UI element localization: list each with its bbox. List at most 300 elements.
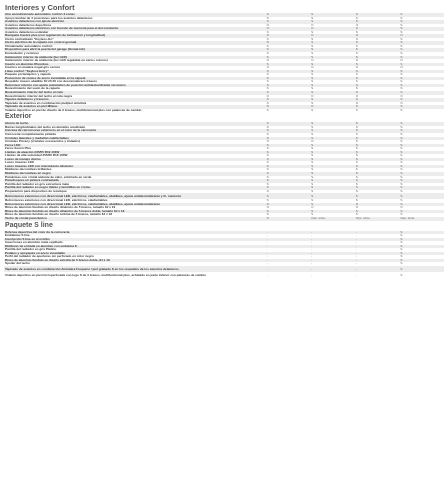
row-value-col1: S	[266, 151, 311, 155]
row-label: Defensa deportiva del color de la carrocería	[4, 231, 266, 235]
row-value-col1: S	[266, 13, 311, 17]
row-value-col4: S	[399, 238, 444, 242]
row-value-col2: S	[310, 133, 355, 137]
row-value-col3: -	[355, 272, 400, 278]
row-value-col3: S	[355, 84, 400, 88]
row-value-col2: S	[310, 38, 355, 42]
row-value-col1: -	[266, 245, 311, 249]
row-value-col2: S	[310, 186, 355, 190]
row-value-col4: Opc. s/cto.	[399, 217, 444, 221]
row-label: Retrovisor interior con ajuste automático de posición antideslumbrante sin marco	[4, 84, 266, 88]
row-value-col1: O	[266, 41, 311, 45]
row-value-col1: S	[266, 154, 311, 158]
row-value-col1: S	[266, 137, 311, 141]
row-value-col3: O	[355, 34, 400, 38]
row-value-col2: S	[310, 56, 355, 60]
row-value-col4: S	[399, 262, 444, 266]
row-value-col2: S	[310, 179, 355, 183]
row-value-col3: S	[355, 73, 400, 77]
row-value-col1: O	[266, 34, 311, 38]
row-value-col1: S	[266, 165, 311, 169]
row-label: Tapizado de asientos en combinación Alcántara Frequenz / piel grabado S en los respaldos de los asientos delanteros	[4, 266, 266, 272]
row-label: Carrocería completamente pintada	[4, 133, 266, 137]
row-value-col2: -	[310, 272, 355, 278]
row-value-col1: -	[266, 252, 311, 256]
row-value-col3: S	[355, 179, 400, 183]
row-value-col1: -	[266, 231, 311, 235]
row-value-col1: S	[266, 20, 311, 24]
row-value-col2: S	[310, 52, 355, 56]
row-value-col1: -	[266, 234, 311, 238]
row-value-col4: S	[399, 140, 444, 144]
row-label: Rines de aluminio fundido en diseño turbina de 5 brazos, tamaño 8J x 18	[4, 213, 266, 217]
row-value-col3: S	[355, 172, 400, 176]
row-label: Climatizador automático confort	[4, 45, 266, 49]
row-label: Revestimiento del suelo de la cajuela	[4, 87, 266, 91]
row-value-col3: S	[355, 109, 400, 113]
table-row	[4, 272, 444, 278]
row-value-col2: S	[310, 151, 355, 155]
row-value-col2: -	[310, 259, 355, 263]
row-value-col4: S	[399, 203, 444, 207]
row-value-col1: S	[266, 172, 311, 176]
row-value-col3: S	[355, 56, 400, 60]
row-value-col4: S	[399, 190, 444, 194]
row-value-col4: S	[399, 151, 444, 155]
row-value-col1: O	[266, 206, 311, 210]
row-label: Asientos delanteros estándar	[4, 31, 266, 35]
row-value-col2: S	[310, 193, 355, 199]
row-value-col3: -	[355, 234, 400, 238]
row-value-col4: S	[399, 234, 444, 238]
row-value-col1: S	[266, 193, 311, 199]
row-value-col3: S	[355, 20, 400, 24]
row-value-col4: O	[399, 95, 444, 99]
row-value-col4: S	[399, 87, 444, 91]
row-value-col1: S	[266, 213, 311, 217]
row-label: Faros LED	[4, 144, 266, 148]
row-value-col3: S	[355, 122, 400, 126]
row-value-col4: S	[399, 158, 444, 162]
row-value-col3: S	[355, 98, 400, 102]
row-label: Encendedor y cenicero	[4, 52, 266, 56]
row-value-col2: -	[310, 238, 355, 242]
row-value-col1: S	[266, 56, 311, 60]
row-value-col1: S	[266, 203, 311, 207]
row-value-col1: O	[266, 24, 311, 28]
row-value-col2: S	[310, 165, 355, 169]
row-label: Insertos en madera nogal gris oscuro	[4, 66, 266, 70]
row-label: Protección de cantos de acero inoxidable en la cajuela	[4, 77, 266, 81]
row-value-col1: S	[266, 186, 311, 190]
row-value-col4: S	[399, 38, 444, 42]
row-label: Iluminación interior de ambiente (luz LED)	[4, 56, 266, 60]
row-value-col2: -	[310, 245, 355, 249]
row-value-col2: S	[310, 183, 355, 187]
row-value-col3: S	[355, 210, 400, 214]
row-value-col1: O	[266, 217, 311, 221]
row-label: Luces traseras LED con intermitente dinámico	[4, 165, 266, 169]
row-label: Parrilla del radiador en gris Platino	[4, 248, 266, 252]
row-value-col3: -	[355, 245, 400, 249]
row-value-col4: S	[399, 259, 444, 263]
row-value-col3: Opc. s/cto.	[355, 217, 400, 221]
row-value-col4: S	[399, 41, 444, 45]
row-value-col4: S	[399, 186, 444, 190]
row-label: Revestimiento interior del techo en tela	[4, 91, 266, 95]
row-value-col2: O	[310, 206, 355, 210]
row-value-col2: S	[310, 109, 355, 113]
row-value-col2: S	[310, 77, 355, 81]
row-value-col4: S	[399, 165, 444, 169]
row-label: Barras longitudinales del techo en aluminio anodizado	[4, 126, 266, 130]
row-label: Cristales Privacy (cristales oscurecidos y tintados)	[4, 140, 266, 144]
row-label: Aire acondicionado automático confort 3 zonas	[4, 13, 266, 17]
row-value-col3: S	[355, 52, 400, 56]
row-value-col2: S	[310, 98, 355, 102]
row-value-col4: S	[399, 20, 444, 24]
row-value-col3: S	[355, 193, 400, 199]
row-value-col4: S	[399, 56, 444, 60]
row-value-col1: S	[266, 80, 311, 84]
row-value-col3: S	[355, 13, 400, 17]
row-value-col1: S	[266, 144, 311, 148]
row-label: Volante deportivo en piel microperforada con logo S de 3 brazos, multifuncional plus, achatado en parte inferior con palancas de cambio	[4, 272, 266, 278]
row-value-col4: S	[399, 126, 444, 130]
row-value-col1: S	[266, 91, 311, 95]
row-value-col1: -	[266, 272, 311, 278]
row-label: Tapizado de asientos en combinación piel/piel sintética	[4, 102, 266, 106]
row-value-col4: S	[399, 183, 444, 187]
row-label: Inscripción S line en el estribo	[4, 238, 266, 242]
row-value-col3: S	[355, 31, 400, 35]
row-value-col3: S	[355, 213, 400, 217]
row-label: Paquete portaobjetos y cajuela	[4, 73, 266, 77]
row-value-col2: O	[310, 59, 355, 63]
row-value-col4: S	[399, 77, 444, 81]
row-value-col1: O	[266, 105, 311, 109]
row-value-col1: S	[266, 129, 311, 133]
row-value-col2: S	[310, 168, 355, 172]
row-value-col2: S	[310, 87, 355, 91]
row-value-col4: S	[399, 52, 444, 56]
row-value-col1: S	[266, 52, 311, 56]
row-label: Retrovisores exteriores con direccional LED, eléctricos, calefactables, abatibles, ajuste antideslumbrante y fn. memoria	[4, 193, 266, 199]
row-value-col3: O	[355, 66, 400, 70]
row-value-col1: S	[266, 109, 311, 113]
row-label: Luces traseras LED	[4, 161, 266, 165]
row-value-col2: S	[310, 17, 355, 21]
row-label: Cristales laterales y medallón calefactables	[4, 137, 266, 141]
row-value-col2: O	[310, 66, 355, 70]
row-label: Retrovisores exteriores con direccional LED, eléctricos, calefactables	[4, 199, 266, 203]
row-value-col3: S	[355, 165, 400, 169]
row-value-col4: S	[399, 213, 444, 217]
row-value-col4: S	[399, 199, 444, 203]
row-value-col4: S	[399, 80, 444, 84]
row-label: Llantas de alta velocidad 255/60 R18 103W	[4, 154, 266, 158]
row-value-col4: S	[399, 70, 444, 74]
row-value-col3: S	[355, 186, 400, 190]
row-value-col1: -	[266, 259, 311, 263]
row-value-col2: S	[310, 63, 355, 67]
row-value-col3: S	[355, 158, 400, 162]
row-value-col4: S	[399, 272, 444, 278]
row-value-col1: S	[266, 210, 311, 214]
row-value-col4: S	[399, 48, 444, 52]
sections-container	[4, 3, 444, 278]
row-label: Tapizado de asientos en piel Milano	[4, 105, 266, 109]
row-label: Inserto en aluminio Rhombus	[4, 63, 266, 67]
row-value-col2: S	[310, 91, 355, 95]
row-value-col4: S	[399, 161, 444, 165]
row-value-col2: O	[310, 24, 355, 28]
row-value-col1: O	[266, 95, 311, 99]
row-label: Volante deportivo en piel de diseño de 3 brazos, multifuncional plus con palancas de cambio	[4, 109, 266, 113]
row-value-col3: O	[355, 59, 400, 63]
row-label: Pedales y apoyapiés en acero inoxidable	[4, 252, 266, 256]
row-value-col2: S	[310, 172, 355, 176]
row-value-col1: O	[266, 27, 311, 31]
row-value-col3: O	[355, 206, 400, 210]
row-value-col1: S	[266, 199, 311, 203]
row-value-col3: S	[355, 144, 400, 148]
row-value-col4: S	[399, 176, 444, 180]
row-value-col4: S	[399, 193, 444, 199]
row-value-col3: S	[355, 41, 400, 45]
row-value-col2: S	[310, 73, 355, 77]
row-value-col2: -	[310, 255, 355, 259]
row-value-col4: S	[399, 241, 444, 245]
row-value-col1: S	[266, 102, 311, 106]
row-value-col1: -	[266, 238, 311, 242]
row-value-col3: S	[355, 70, 400, 74]
row-label: Apoyo lumbar de 4 posiciones para los asientos delanteros	[4, 17, 266, 21]
row-value-col1: S	[266, 176, 311, 180]
row-value-col3: S	[355, 63, 400, 67]
row-value-col4: S	[399, 31, 444, 35]
row-value-col3: S	[355, 154, 400, 158]
row-value-col2: S	[310, 70, 355, 74]
row-value-col1: S	[266, 98, 311, 102]
row-value-col1: S	[266, 17, 311, 21]
row-label: Inserciones en aluminio mate cepillado	[4, 241, 266, 245]
row-value-col3: S	[355, 151, 400, 155]
row-value-col3: S	[355, 77, 400, 81]
row-label: Preparación para dispositivo de remolque	[4, 190, 266, 194]
row-value-col3: S	[355, 80, 400, 84]
row-label: Molduras decorativas en negro	[4, 172, 266, 176]
row-value-col1: O	[266, 59, 311, 63]
row-label: Carcasa de retrovisores exteriores en el color de la carrocería	[4, 129, 266, 133]
row-value-col1: S	[266, 48, 311, 52]
row-label: Llantas de aleación 235/55 R19 101W	[4, 151, 266, 155]
row-value-col4: O	[399, 34, 444, 38]
spec-table	[4, 231, 444, 278]
row-value-col1: S	[266, 73, 311, 77]
row-value-col3: S	[355, 38, 400, 42]
row-value-col1: S	[266, 31, 311, 35]
row-value-col3: O	[355, 24, 400, 28]
row-value-col3: -	[355, 248, 400, 252]
row-value-col2: S	[310, 41, 355, 45]
row-value-col3: -	[355, 266, 400, 272]
row-label: Respaldo trasero abatible 40:20:40 con descansabrazo trasero	[4, 80, 266, 84]
row-value-col2: -	[310, 252, 355, 256]
row-value-col3: S	[355, 129, 400, 133]
row-label: Luces de manejo diurno	[4, 158, 266, 162]
row-value-col2: -	[310, 234, 355, 238]
row-value-col4: S	[399, 137, 444, 141]
row-value-col2: S	[310, 199, 355, 203]
row-value-col4: S	[399, 248, 444, 252]
row-value-col2: S	[310, 203, 355, 207]
row-label: Molduras decorativas brillantes	[4, 168, 266, 172]
row-value-col3: S	[355, 137, 400, 141]
row-value-col1: S	[266, 77, 311, 81]
row-value-col2: S	[310, 129, 355, 133]
row-label: Perfil del radiador de aperturas sin perforado en color negro	[4, 255, 266, 259]
row-value-col3: S	[355, 190, 400, 194]
row-value-col2: S	[310, 137, 355, 141]
row-value-col2: S	[310, 161, 355, 165]
row-value-col1: S	[266, 133, 311, 137]
spec-table	[4, 13, 444, 112]
row-value-col4: S	[399, 252, 444, 256]
row-value-col4: S	[399, 17, 444, 21]
row-value-col2: -	[310, 262, 355, 266]
row-value-col1: S	[266, 63, 311, 67]
row-label: Techo de cristal panorámico	[4, 217, 266, 221]
row-value-col3: S	[355, 203, 400, 207]
row-value-col4: S	[399, 24, 444, 28]
row-value-col2: S	[310, 31, 355, 35]
row-label: Banqueta trasera plus (con regulación de inclinación y longitudinal)	[4, 34, 266, 38]
row-value-col3: -	[355, 262, 400, 266]
row-value-col4: S	[399, 172, 444, 176]
row-value-col1: S	[266, 70, 311, 74]
row-value-col3: O	[355, 95, 400, 99]
row-value-col1: S	[266, 158, 311, 162]
row-value-col4: S	[399, 73, 444, 77]
row-value-col4: S	[399, 91, 444, 95]
row-value-col3: S	[355, 87, 400, 91]
row-value-col1: S	[266, 126, 311, 130]
row-label: Revestimiento interior del techo en tela negra	[4, 95, 266, 99]
row-value-col3: S	[355, 45, 400, 49]
row-value-col4: S	[399, 13, 444, 17]
row-value-col2: S	[310, 144, 355, 148]
row-value-col3: -	[355, 238, 400, 242]
row-value-col2: S	[310, 13, 355, 17]
row-label: Asientos delanteros deportivos	[4, 24, 266, 28]
row-value-col3: S	[355, 199, 400, 203]
row-value-col1: -	[266, 248, 311, 252]
row-value-col2: O	[310, 140, 355, 144]
row-value-col3: -	[355, 231, 400, 235]
row-label: Parrilla del radiador en gris estructura mate	[4, 183, 266, 187]
row-label: Llave confort "Keyless Entry"	[4, 70, 266, 74]
spec-table	[4, 122, 444, 220]
row-value-col2: -	[310, 231, 355, 235]
row-value-col2: S	[310, 20, 355, 24]
row-value-col4: S	[399, 210, 444, 214]
row-value-col4: O	[399, 66, 444, 70]
row-value-col4: O	[399, 59, 444, 63]
row-value-col4: S	[399, 266, 444, 272]
row-value-col1: S	[266, 45, 311, 49]
row-value-col4: S	[399, 27, 444, 31]
row-value-col1: S	[266, 38, 311, 42]
row-value-col2: S	[310, 126, 355, 130]
row-value-col2: S	[310, 80, 355, 84]
row-value-col4: O	[399, 206, 444, 210]
row-value-col3: O	[355, 102, 400, 106]
row-value-col2: S	[310, 45, 355, 49]
row-value-col4: S	[399, 179, 444, 183]
row-value-col2: S	[310, 176, 355, 180]
row-value-col4: S	[399, 168, 444, 172]
row-value-col3: S	[355, 176, 400, 180]
row-value-col1: S	[266, 87, 311, 91]
row-value-col1: S	[266, 122, 311, 126]
row-value-col3: -	[355, 255, 400, 259]
row-label: Cierre centralizado "Keyless-Go"	[4, 38, 266, 42]
row-value-col1: S	[266, 179, 311, 183]
row-value-col3: S	[355, 105, 400, 109]
row-value-col4: S	[399, 144, 444, 148]
row-value-col3: S	[355, 17, 400, 21]
row-label: Faros Xenón Plus	[4, 147, 266, 151]
row-value-col3: S	[355, 147, 400, 151]
row-value-col4: S	[399, 133, 444, 137]
row-value-col2: S	[310, 84, 355, 88]
row-value-col3: -	[355, 252, 400, 256]
row-value-col1: S	[266, 168, 311, 172]
row-value-col3: S	[355, 91, 400, 95]
row-label: Asientos delanteros eléctricos con función de memoria para el del conductor	[4, 27, 266, 31]
row-value-col4: S	[399, 84, 444, 88]
row-label: Rines de aluminio fundido en diseño estrella de 5 brazos doble, 8J x 19	[4, 259, 266, 263]
row-value-col3: S	[355, 140, 400, 144]
row-value-col1: S	[266, 183, 311, 187]
row-value-col1: -	[266, 262, 311, 266]
row-label: Iluminación interior de ambiente (luz LED regulable en varios colores)	[4, 59, 266, 63]
row-value-col2: O	[310, 27, 355, 31]
row-value-col2: -	[310, 248, 355, 252]
row-value-col1: S	[266, 190, 311, 194]
row-value-col2: S	[310, 158, 355, 162]
row-value-col1: S	[266, 147, 311, 151]
row-value-col4: S	[399, 98, 444, 102]
row-value-col1: S	[266, 161, 311, 165]
row-value-col3: -	[355, 241, 400, 245]
row-value-col2: O	[310, 95, 355, 99]
row-value-col2: S	[310, 122, 355, 126]
row-value-col4: S	[399, 245, 444, 249]
row-label: Parrilla del radiador en negro titanio y laminillas en cromo	[4, 186, 266, 190]
row-value-col1: O	[266, 66, 311, 70]
row-label: Retrovisores exteriores con direccional LED, eléctricos, calefactables, abatibles, ajuste antideslumbrante	[4, 203, 266, 207]
row-label: Dispositivo para abrir la puerta del garage (HomeLink)	[4, 48, 266, 52]
section-title: Exterior	[5, 113, 32, 121]
row-value-col2: S	[310, 147, 355, 151]
row-value-col1: S	[266, 84, 311, 88]
row-value-col2: S	[310, 190, 355, 194]
row-label: Parachoques en pintura contrastada	[4, 179, 266, 183]
row-value-col1: -	[266, 241, 311, 245]
row-value-col1: -	[266, 255, 311, 259]
